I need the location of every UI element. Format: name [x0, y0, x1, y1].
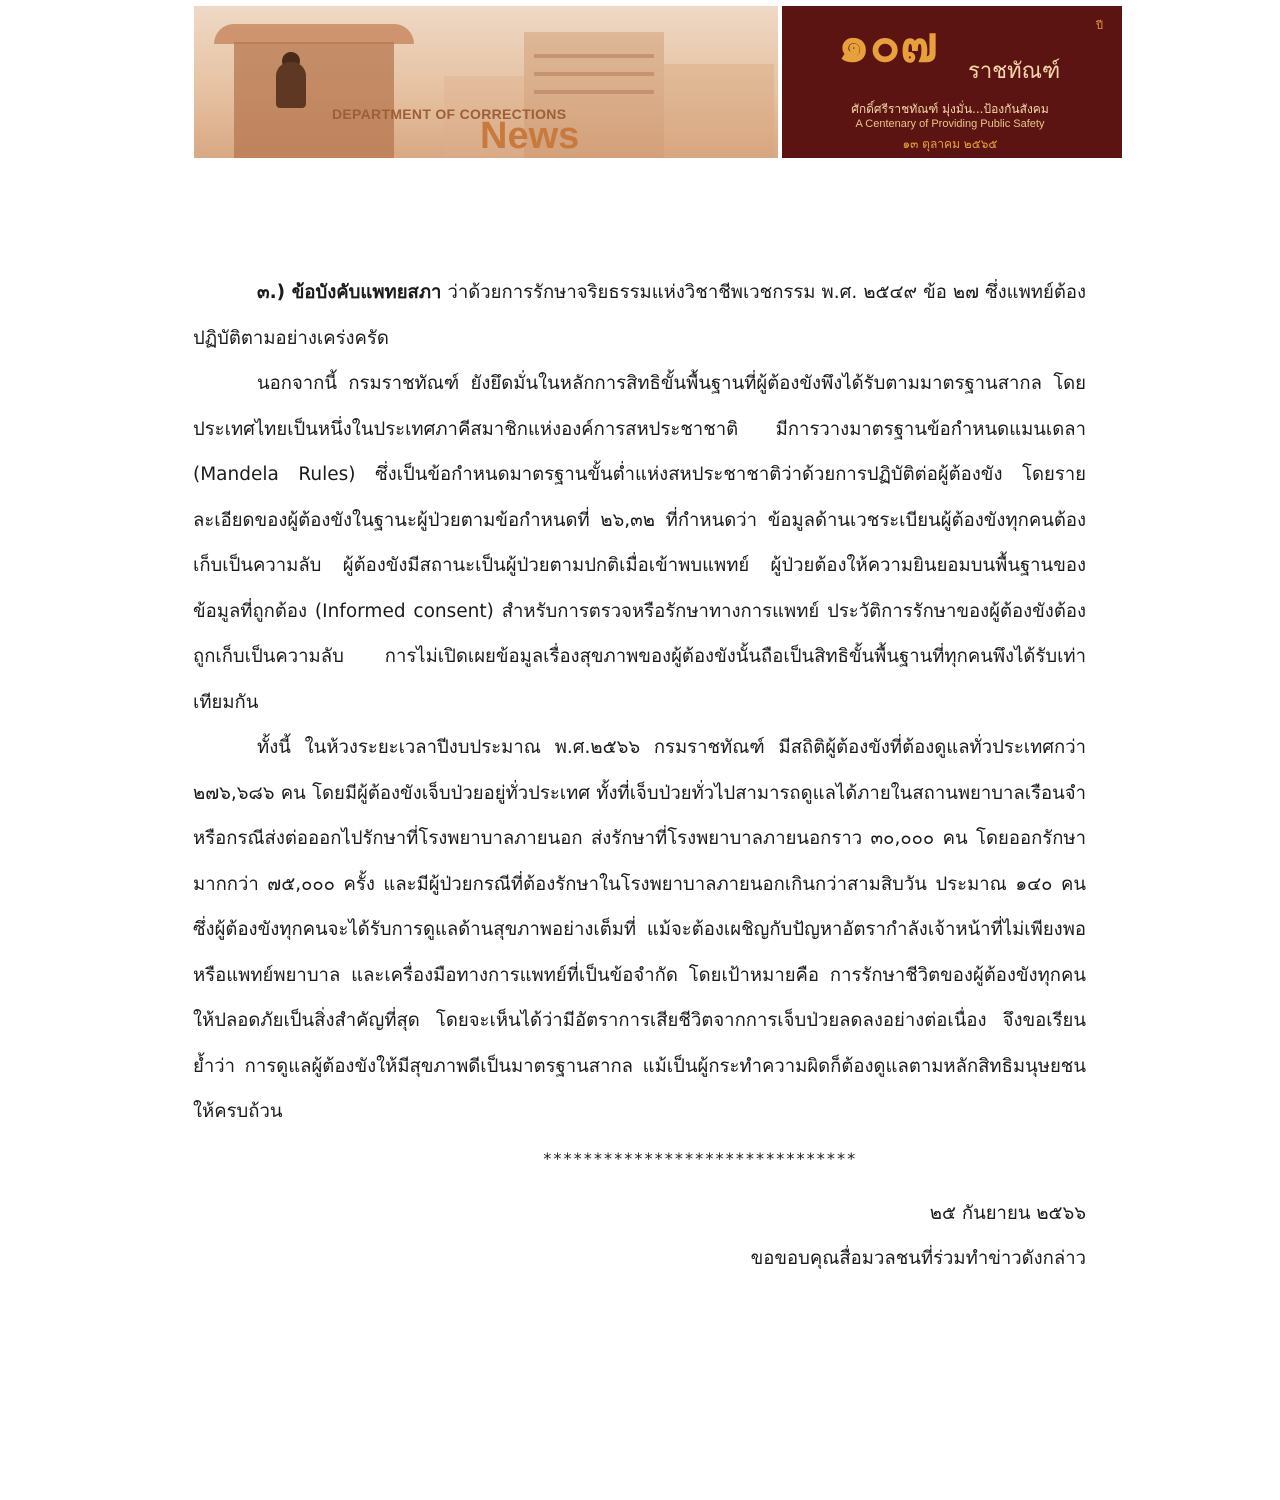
- thanks-note: ขอขอบคุณสื่อมวลชนที่ร่วมทำข่าวดังกล่าว: [750, 1247, 1086, 1269]
- banner-photo-panel: [194, 6, 778, 158]
- paragraph-1-text: ว่าด้วยการรักษาจริยธรรมแห่งวิชาชีพเวชกรรม พ.ศ. ๒๕๔๙ ข้อ ๒๗ ซึ่งแพทย์ต้องปฏิบัติตามอย่างเคร่งครัด: [193, 282, 1086, 349]
- slogan-english: A Centenary of Providing Public Safety: [855, 118, 1045, 130]
- building-window-row: [534, 54, 654, 58]
- panel-divider: [778, 6, 782, 158]
- news-banner: [194, 6, 1122, 158]
- anniversary-logo-panel: [778, 6, 1122, 158]
- department-label: DEPARTMENT OF CORRECTIONS: [332, 106, 567, 122]
- banner-date: ๑๓ ตุลาคม ๒๕๖๕: [902, 137, 998, 151]
- org-name: ราชทัณฑ์: [968, 59, 1061, 84]
- paragraph-1: [193, 270, 1086, 361]
- guard-figure: [276, 62, 306, 108]
- paragraph-1-lead: ๓.) ข้อบังคับแพทยสภา: [257, 282, 442, 303]
- building-window-row: [534, 72, 654, 76]
- anniversary-number: ๑๐๗: [838, 14, 938, 73]
- background-building: [664, 64, 774, 158]
- anniversary-suffix: ปี: [1096, 19, 1103, 32]
- release-date: ๒๕ กันยายน ๒๕๖๖: [929, 1202, 1086, 1224]
- guard-tower-body: [234, 42, 394, 158]
- building-window-row: [534, 90, 654, 94]
- paragraph-2: นอกจากนี้ กรมราชทัณฑ์ ยังยึดมั่นในหลักการสิทธิขั้นพื้นฐานที่ผู้ต้องขังพึงได้รับตามมาตรฐานสากล โดยประเทศไทยเป็นหนึ่งในประเทศภาคีสมาชิกแห่งองค์การสหประชาชาติ มีการวางมาตรฐานข้อกำหนดแมนเดลา (Mandela Rules) ซึ่งเป็นข้อกำหนดมาตรฐานขั้นต่ำแห่งสหประชาชาติว่าด้วยการปฏิบัติต่อผู้ต้องขัง โดยรายละเอียดของผู้ต้องขังในฐานะผู้ป่วยตามข้อกำหนดที่ ๒๖,๓๒ ที่กำหนดว่า ข้อมูลด้านเวชระเบียนผู้ต้องขังทุกคนต้องเก็บเป็นความลับ ผู้ต้องขังมีสถานะเป็นผู้ป่วยตามปกติเมื่อเข้าพบแพทย์ ผู้ป่วยต้องให้ความยินยอมบนพื้นฐานของข้อมูลที่ถูกต้อง (Informed consent) สำหรับการตรวจหรือรักษาทางการแพทย์ ประวัติการรักษาของผู้ต้องขังต้องถูกเก็บเป็นความลับ การไม่เปิดเผยข้อมูลเรื่องสุขภาพของผู้ต้องขังนั้นถือเป็นสิทธิขั้นพื้นฐานที่ทุกคนพึงได้รับเท่าเทียมกัน: [193, 373, 1086, 713]
- paragraph-3: ทั้งนี้ ในห้วงระยะเวลาปีงบประมาณ พ.ศ.๒๕๖๖ กรมราชทัณฑ์ มีสถิติผู้ต้องขังที่ต้องดูแลทั่วประเทศกว่า ๒๗๖,๖๘๖ คน โดยมีผู้ต้องขังเจ็บป่วยอยู่ทั่วประเทศ ทั้งที่เจ็บป่วยทั่วไปสามารถดูแลได้ภายในสถานพยาบาลเรือนจำ หรือกรณีส่งต่อออกไปรักษาที่โรงพยาบาลภายนอก ส่งรักษาที่โรงพยาบาลภายนอกราว ๓๐,๐๐๐ คน โดยออกรักษามากกว่า ๗๕,๐๐๐ ครั้ง และมีผู้ป่วยกรณีที่ต้องรักษาในโรงพยาบาลภายนอกเกินกว่าสามสิบวัน ประมาณ ๑๔๐ คน ซึ่งผู้ต้องขังทุกคนจะได้รับการดูแลด้านสุขภาพอย่างเต็มที่ แม้จะต้องเผชิญกับปัญหาอัตรากำลังเจ้าหน้าที่ไม่เพียงพอ หรือแพทย์พยาบาล และเครื่องมือทางการแพทย์ที่เป็นข้อจำกัด โดยเป้าหมายคือ การรักษาชีวิตของผู้ต้องขังทุกคนให้ปลอดภัยเป็นสิ่งสำคัญที่สุด โดยจะเห็นได้ว่ามีอัตราการเสียชีวิตจากการเจ็บป่วยลดลงอย่างต่อเนื่อง จึงขอเรียนย้ำว่า การดูแลผู้ต้องขังให้มีสุขภาพดีเป็นมาตรฐานสากล แม้เป็นผู้กระทำความผิดก็ต้องดูแลตามหลักสิทธิมนุษยชนให้ครบถ้วน: [193, 737, 1086, 1122]
- article-body: [193, 270, 1086, 1281]
- news-label: News: [480, 115, 580, 157]
- section-separator: *******************************: [542, 1148, 857, 1168]
- guard-tower-image: [214, 6, 414, 158]
- slogan-thai: ศักดิ์ศรีราชทัณฑ์ มุ่งมั่น...ป้องกันสังคม: [851, 102, 1049, 116]
- guard-tower-roof: [214, 24, 414, 44]
